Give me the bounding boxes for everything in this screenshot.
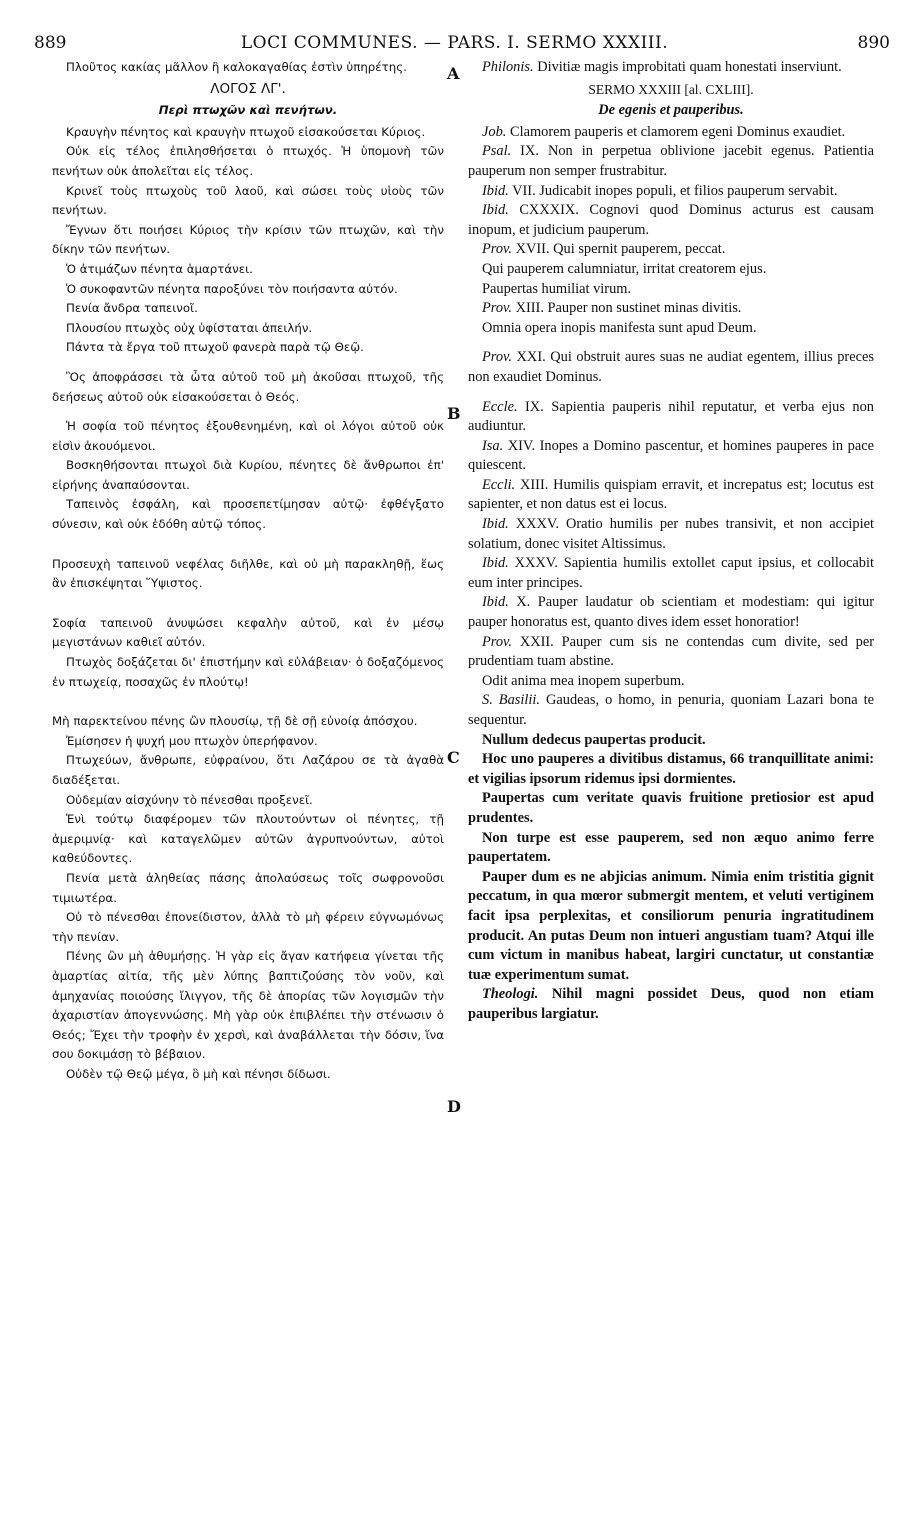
latin-entry — [468, 672, 874, 692]
latin-text: XIII. Pauper non sustinet minas divitis. — [515, 300, 742, 317]
latin-text: XXXV. Oratio humilis per nubes transivit, et non accipiet solatium, donec visitet Altissimus. — [468, 516, 874, 552]
page-header — [0, 0, 909, 53]
greek-section-subtitle: Περὶ πτωχῶν καὶ πενήτων. — [158, 103, 338, 118]
latin-source: Prov. — [482, 633, 512, 650]
greek-paragraph: Ὃς ἀποφράσσει τὰ ὦτα αὐτοῦ τοῦ μὴ ἀκοῦσαι πτωχοῦ, τῆς δεήσεως αὐτοῦ οὐκ εἰσακούσεται ὁ Θεός. — [52, 369, 444, 404]
latin-section-title: SERMO XXXIII [al. CXLIII]. — [588, 81, 754, 97]
latin-text: Non turpe est esse pauperem, sed non æquo animo ferre paupertatem. — [468, 829, 874, 866]
greek-paragraph: Κρινεῖ τοὺς πτωχοὺς τοῦ λαοῦ, καὶ σώσει τοὺς υἱοὺς τῶν πενήτων. — [52, 183, 444, 218]
latin-entry — [468, 398, 874, 437]
latin-entry — [468, 731, 874, 751]
latin-source: Ibid. — [482, 516, 509, 533]
greek-column — [52, 58, 444, 1085]
greek-paragraph: Οὐδὲν τῷ Θεῷ μέγα, ὃ μὴ καὶ πένησι δίδωσι. — [66, 1066, 331, 1081]
latin-source: Prov. — [482, 241, 512, 258]
greek-section-title: ΛΟΓΟΣ ΛΓ'. — [210, 80, 286, 97]
latin-text: X. Pauper laudatur ob scientiam et modestiam: qui igitur pauper honoratus est, quanto dives idem esset honoratior! — [468, 594, 874, 631]
greek-paragraph: Βοσκηθήσονται πτωχοὶ διὰ Κυρίου, πένητες δὲ ἄνθρωποι ἐπ' εἰρήνης ἀναπαύσονται. — [52, 458, 444, 492]
latin-entry — [468, 476, 874, 515]
margin-marker-c: C — [447, 748, 460, 767]
latin-text: Omnia opera inopis manifesta sunt apud Deum. — [482, 319, 757, 336]
latin-entry — [468, 868, 874, 986]
latin-entry — [468, 123, 874, 143]
greek-paragraph: Ἑνὶ τούτῳ διαφέρομεν τῶν πλουτούντων οἱ πένητες, τῇ ἀμεριμνίᾳ· καὶ καταγελῶμεν αὐτῶν ἀγρυπνούντων, αὐτοὶ καθεύδοντες. — [52, 812, 444, 866]
latin-text: Paupertas humiliat virum. — [482, 280, 632, 297]
latin-entry — [468, 280, 874, 300]
latin-entry — [468, 515, 874, 554]
latin-text: Nihil magni possidet Deus, quod non etiam pauperibus largiatur. — [468, 986, 875, 1022]
latin-text: XVII. Qui spernit pauperem, peccat. — [515, 241, 726, 258]
latin-source: Eccli. — [482, 476, 516, 493]
latin-source: Ibid. — [482, 182, 509, 199]
latin-text: Odit anima mea inopem superbum. — [482, 672, 685, 689]
latin-text: CXXXIX. Cognovi quod Dominus acturus est causam inopum, et judicium pauperum. — [468, 202, 874, 238]
greek-paragraph: Προσευχὴ ταπεινοῦ νεφέλας διῆλθε, καὶ οὐ μὴ παρακληθῇ, ἕως ἂν ἐπισκέψηται Ὕψιστος. — [52, 556, 444, 591]
latin-section-subtitle: De egenis et pauperibus. — [598, 102, 744, 119]
latin-text: XXI. Qui obstruit aures suas ne audiat egentem, illius preces non exaudiet Dominus. — [468, 349, 874, 385]
greek-paragraph: Ἡ σοφία τοῦ πένητος ἐξουθενημένη, καὶ οἱ λόγοι αὐτοῦ οὐκ εἰσὶν ἀκουόμενοι. — [52, 419, 444, 453]
greek-paragraph: Πένης ὢν μὴ ἀθυμήσῃς. Ἡ γὰρ εἰς ἄγαν κατήφεια γίνεται τῆς ἁμαρτίας αἰτία, τῆς μὲν λύπης βαπτιζούσης τὸν νοῦν, καὶ ἀμηχανίας ποιούσης ἴλιγγον, τῆς δὲ ἀπορίας τῶν λογισμῶν τὴν ἀχαριστίαν ἀπογεννώσης. Μὴ γὰρ οὐκ ἐπιβλέπει τὴν στένωσιν ὁ Θεός; Ἔχει τὴν τροφὴν ἐν χερσὶ, καὶ ἀναβάλλεται τὴν δόσιν, ἵνα σου δοκιμάσῃ τὸ βέβαιον. — [52, 949, 444, 1062]
greek-paragraph: Πλουσίου πτωχὸς οὐχ ὑφίσταται ἀπειλήν. — [66, 320, 313, 335]
latin-source: Ibid. — [482, 594, 509, 611]
greek-paragraph: Οὐ τὸ πένεσθαι ἐπονείδιστον, ἀλλὰ τὸ μὴ φέρειν εὐγνωμόνως τὴν πενίαν. — [52, 910, 444, 944]
greek-paragraph: Ὁ ἀτιμάζων πένητα ἁμαρτάνει. — [66, 261, 253, 276]
latin-entry — [468, 437, 874, 476]
latin-text: Divitiæ magis improbitati quam honestati inserviunt. — [537, 59, 842, 75]
latin-entry — [468, 142, 874, 181]
latin-text: Gaudeas, o homo, in penuria, quoniam Lazari bona te sequentur. — [468, 692, 874, 728]
latin-entry — [468, 299, 874, 319]
latin-source: Job. — [482, 123, 507, 140]
latin-entry — [468, 593, 874, 632]
latin-intro — [468, 58, 874, 78]
greek-paragraph: Πενία ἄνδρα ταπεινοῖ. — [66, 301, 198, 316]
latin-entry — [468, 691, 874, 730]
latin-text: IX. Non in perpetua oblivione jacebit egenus. Patientia pauperum non semper frustrabitur. — [468, 143, 874, 179]
latin-entry — [468, 240, 874, 260]
latin-entry — [468, 348, 874, 387]
latin-source: Prov. — [482, 300, 512, 317]
latin-source: Prov. — [482, 349, 512, 366]
latin-text: XIII. Humilis quispiam erravit, et increpatus est; locutus est sapienter, et non datus est ei locus. — [468, 476, 874, 513]
greek-paragraph: Οὐδεμίαν αἰσχύνην τὸ πένεσθαι προξενεῖ. — [66, 792, 313, 807]
greek-paragraph: Οὐκ εἰς τέλος ἐπιλησθήσεται ὁ πτωχός. Ἡ ὑπομονὴ τῶν πενήτων οὐκ ἀπολεῖται εἰς τέλος. — [52, 144, 444, 178]
greek-paragraph: Κραυγὴν πένητος καὶ κραυγὴν πτωχοῦ εἰσακούσεται Κύριος. — [66, 124, 426, 139]
greek-paragraph: Πάντα τὰ ἔργα τοῦ πτωχοῦ φανερὰ παρὰ τῷ Θεῷ. — [66, 340, 364, 355]
latin-source: Eccle. — [482, 398, 518, 415]
latin-text: XXII. Pauper cum sis ne contendas cum divite, sed per prudentiam tuam abstine. — [468, 633, 875, 670]
latin-entry — [468, 260, 874, 280]
latin-text: Qui pauperem calumniatur, irritat creatorem ejus. — [482, 260, 767, 277]
running-title: LOCI COMMUNES. — PARS. I. SERMO XXXIII. — [240, 33, 669, 53]
greek-paragraph: Ταπεινὸς ἐσφάλη, καὶ προσεπετίμησαν αὐτῷ· ἐφθέγξατο σύνεσιν, καὶ οὐκ ἐδόθη αὐτῷ τόπος. — [52, 497, 444, 532]
margin-marker-b: B — [447, 404, 461, 423]
latin-text: XXXV. Sapientia humilis extollet caput ipsius, et collocabit eum inter principes. — [468, 555, 874, 591]
margin-marker-d: D — [447, 1097, 461, 1116]
latin-entry — [468, 633, 874, 672]
latin-source: Isa. — [482, 437, 504, 454]
page-number-left: 889 — [34, 33, 67, 53]
greek-paragraph: Σοφία ταπεινοῦ ἀνυψώσει κεφαλὴν αὐτοῦ, καὶ ἐν μέσῳ μεγιστάνων καθιεῖ αὐτόν. — [52, 615, 444, 650]
latin-source: Ibid. — [482, 202, 509, 219]
greek-paragraph: Ὁ συκοφαντῶν πένητα παροξύνει τὸν ποιήσαντα αὐτόν. — [66, 281, 398, 296]
latin-text: Hoc uno pauperes a divitibus distamus, 66 tranquillitate animi: et vigilias ipsorum ridemus ipsi dormientes. — [468, 751, 874, 787]
greek-intro: Πλοῦτος κακίας μᾶλλον ἢ καλοκαγαθίας ἐστὶν ὑπηρέτης. — [66, 60, 407, 74]
latin-source: S. Basilii. — [482, 692, 540, 709]
latin-entry — [468, 554, 874, 593]
greek-paragraph: Μὴ παρεκτείνου πένης ὢν πλουσίῳ, τῇ δὲ σῇ εὐνοίᾳ ἀπόσχου. — [52, 714, 418, 729]
latin-text: XIV. Inopes a Domino pascentur, et homines pauperes in pace quiescent. — [468, 437, 874, 474]
latin-entry — [468, 182, 874, 202]
latin-entry — [468, 201, 874, 240]
latin-entry — [468, 789, 874, 828]
greek-paragraph: Ἔγνων ὅτι ποιήσει Κύριος τὴν κρίσιν τῶν πτωχῶν, καὶ τὴν δίκην τῶν πενήτων. — [52, 222, 444, 257]
latin-source: Theologi. — [482, 986, 539, 1003]
latin-entry — [468, 750, 874, 789]
latin-source: Ibid. — [482, 555, 509, 572]
latin-text: Clamorem pauperis et clamorem egeni Dominus exaudiet. — [510, 123, 846, 140]
latin-source: Psal. — [482, 143, 512, 160]
latin-source: Philonis. — [482, 59, 534, 75]
greek-paragraph: Πτωχεύων, ἄνθρωπε, εὐφραίνου, ὅτι Λαζάρου σε τὰ ἀγαθὰ διαδέξεται. — [52, 753, 444, 787]
latin-entry — [468, 985, 874, 1024]
greek-paragraph: Πενία μετὰ ἀληθείας πάσης ἀπολαύσεως τοῖς σωφρονοῦσι τιμιωτέρα. — [52, 870, 444, 905]
latin-text: VII. Judicabit inopes populi, et filios pauperum servabit. — [512, 182, 838, 199]
latin-text: Pauper dum es ne abjicias animum. Nimia enim tristitia gignit peccatum, in qua mœror submergit mentem, et veluti vertiginem facit ipsa perplexitas, et consiliorum penuria ingratitudinem producit. An putas Deum non intueri angustiam tuam? Atqui ille cum victum in manibus habeat, largiri cunctatur, ut constantiæ tuæ experimentum sumat. — [468, 868, 874, 983]
margin-marker-a: A — [447, 64, 460, 83]
latin-text: Paupertas cum veritate quavis fruitione pretiosior est apud prudentes. — [468, 790, 874, 826]
greek-paragraph: Ἐμίσησεν ἡ ψυχή μου πτωχὸν ὑπερήφανον. — [66, 733, 318, 748]
greek-paragraph: Πτωχὸς δοξάζεται δι' ἐπιστήμην καὶ εὐλάβειαν· ὁ δοξαζόμενος ἐν πτωχείᾳ, ποσαχῶς ἐν πλούτῳ! — [52, 655, 444, 689]
latin-text: IX. Sapientia pauperis nihil reputatur, et verba ejus non audiuntur. — [468, 398, 874, 435]
latin-entry — [468, 829, 874, 868]
page-number-right: 890 — [857, 33, 890, 53]
latin-entry — [468, 319, 874, 339]
latin-column — [468, 58, 874, 1025]
latin-text: Nullum dedecus paupertas producit. — [482, 731, 706, 748]
